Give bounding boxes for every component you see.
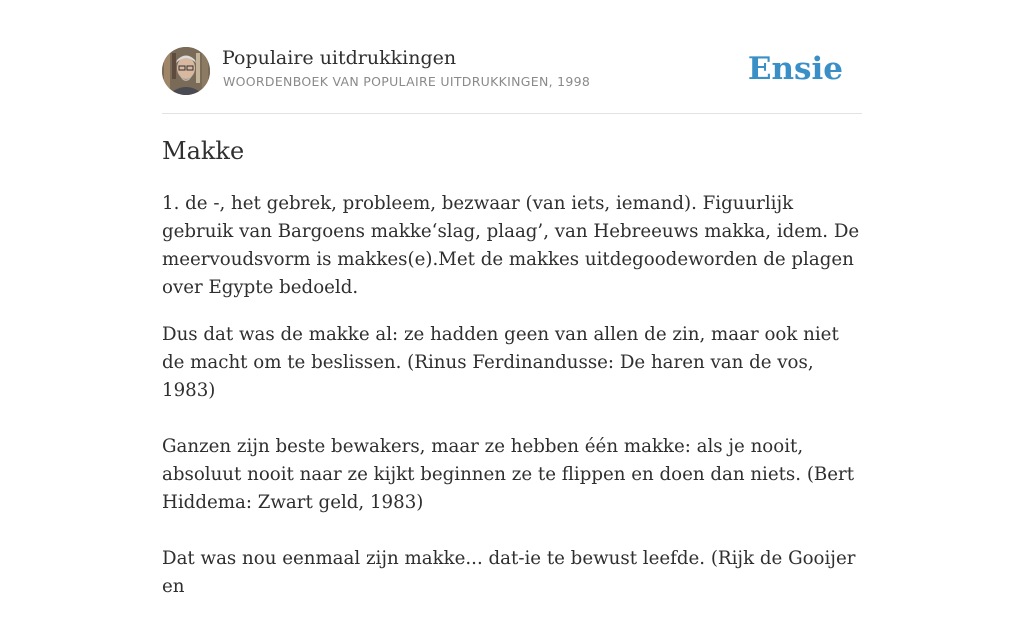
entry-title: Makke xyxy=(162,137,245,165)
source-subtitle: WOORDENBOEK VAN POPULAIRE UITDRUKKINGEN, 1998 xyxy=(223,74,591,89)
quote-item: Ganzen zijn beste bewakers, maar ze hebben één makke: als je nooit, absoluut nooit naar ze kijkt beginnen ze te flippen en doen dan niets. (Bert Hiddema: Zwart geld, 1983) xyxy=(162,436,855,513)
source-header xyxy=(162,46,862,96)
quote-list xyxy=(162,321,862,601)
author-avatar xyxy=(162,47,210,95)
quote-item: Dat was nou eenmaal zijn makke... dat-ie te bewust leefde. (Rijk de Gooijer en xyxy=(162,548,856,597)
quote-item: Dus dat was de makke al: ze hadden geen van allen de zin, maar ook niet de macht om te beslissen. (Rinus Ferdinandusse: De haren van de vos, 1983) xyxy=(162,324,839,401)
entry-definition: 1. de -, het gebrek, probleem, bezwaar (van iets, iemand). Figuurlijk gebruik van Bargoens makke‘slag, plaag’, van Hebreeuws makka, idem. De meervoudsvorm is makkes(e).Met de makkes uitdegoodeworden de plagen over Egypte bedoeld. xyxy=(162,193,860,298)
divider xyxy=(162,113,862,114)
brand-logo[interactable]: Ensie xyxy=(747,51,843,87)
source-title[interactable]: Populaire uitdrukkingen xyxy=(222,47,457,69)
entry-body xyxy=(162,190,862,629)
